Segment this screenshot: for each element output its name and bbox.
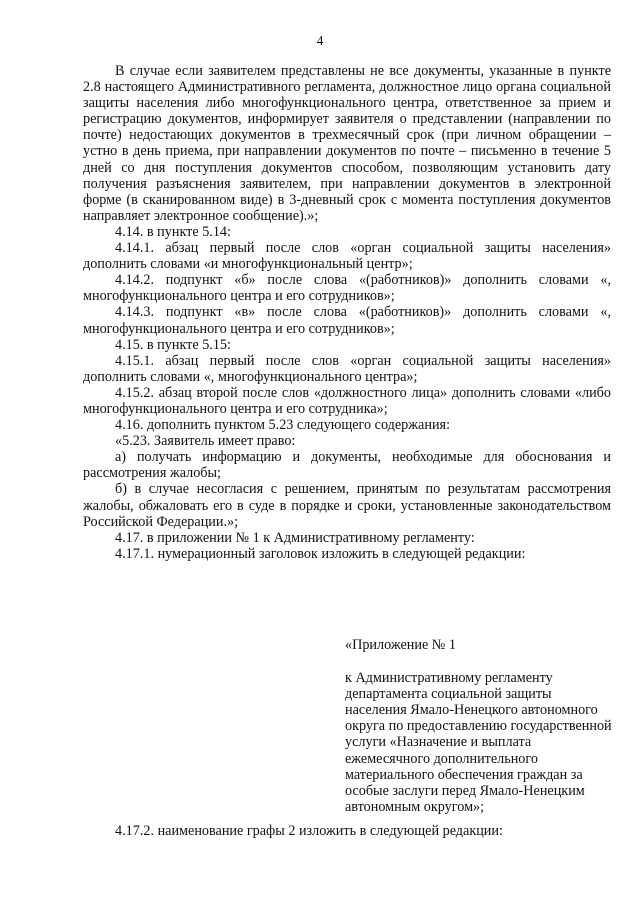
paragraph-4-14-3: 4.14.3. подпункт «в» после слова «(работников)» дополнить словами «, многофункционального центра и его сотрудников»; bbox=[83, 304, 611, 337]
paragraph-4-14-1: 4.14.1. абзац первый после слов «орган социальной защиты населения» дополнить словами «и многофункциональный центр»; bbox=[83, 240, 611, 273]
paragraph-4-15-1: 4.15.1. абзац первый после слов «орган социальной защиты населения» дополнить словами «, многофункционального центра»; bbox=[83, 352, 611, 385]
paragraph-5-23: «5.23. Заявитель имеет право: bbox=[115, 433, 296, 450]
appendix-heading-block bbox=[345, 637, 613, 815]
paragraph-incomplete-documents: В случае если заявителем представлены не все документы, указанные в пункте 2.8 настоящего Административного регламента, должностное лицо органа социальной защиты населения либо многофункционального центра, ответственное за прием и регистрацию документов, информирует заявителя о представлении (направлении по почте) недостающих документов в трехмесячный срок (при личном обращении – устно в день приема, при направлении документов по почте – письменно в течение 5 дней со дня поступления документов способом, позволяющим установить дату получения разъяснения заявителем, при направлении документов в электронной форме (в сканированном виде) в 3-дневный срок с момента поступления документов направляет электронное сообщение).»; bbox=[83, 63, 611, 224]
paragraph-4-14: 4.14. в пункте 5.14: bbox=[115, 223, 231, 240]
page-number: 4 bbox=[316, 33, 324, 48]
document-tail bbox=[83, 823, 611, 839]
paragraph-4-17: 4.17. в приложении № 1 к Административному регламенту: bbox=[115, 529, 475, 546]
paragraph-4-16: 4.16. дополнить пунктом 5.23 следующего содержания: bbox=[115, 417, 451, 434]
paragraph-4-15-2: 4.15.2. абзац второй после слов «должностного лица» дополнить словами «либо многофункционального центра и его сотрудника»; bbox=[83, 384, 611, 417]
appendix-title: «Приложение № 1 bbox=[345, 637, 456, 653]
paragraph-4-15: 4.15. в пункте 5.15: bbox=[115, 336, 231, 353]
paragraph-5-23-b: б) в случае несогласия с решением, принятым по результатам рассмотрения жалобы, обжаловать его в суде в порядке и сроки, установленные законодательством Российской Федерации.»; bbox=[83, 481, 611, 530]
paragraph-4-17-1: 4.17.1. нумерационный заголовок изложить в следующей редакции: bbox=[115, 545, 526, 562]
paragraph-5-23-a: а) получать информацию и документы, необходимые для обоснования и рассмотрения жалобы; bbox=[83, 449, 611, 482]
paragraph-4-17-2: 4.17.2. наименование графы 2 изложить в следующей редакции: bbox=[115, 823, 503, 839]
document-body bbox=[83, 63, 611, 562]
appendix-body: к Административному регламенту департамента социальной защиты населения Ямало-Ненецкого автономного округа по предоставлению государственной услуги «Назначение и выплата ежемесячного дополнительного материального обеспечения граждан за особые заслуги перед Ямало-Ненецким автономным округом»; bbox=[345, 670, 612, 815]
paragraph-4-14-2: 4.14.2. подпункт «б» после слова «(работников)» дополнить словами «, многофункционального центра и его сотрудников»; bbox=[83, 272, 611, 305]
